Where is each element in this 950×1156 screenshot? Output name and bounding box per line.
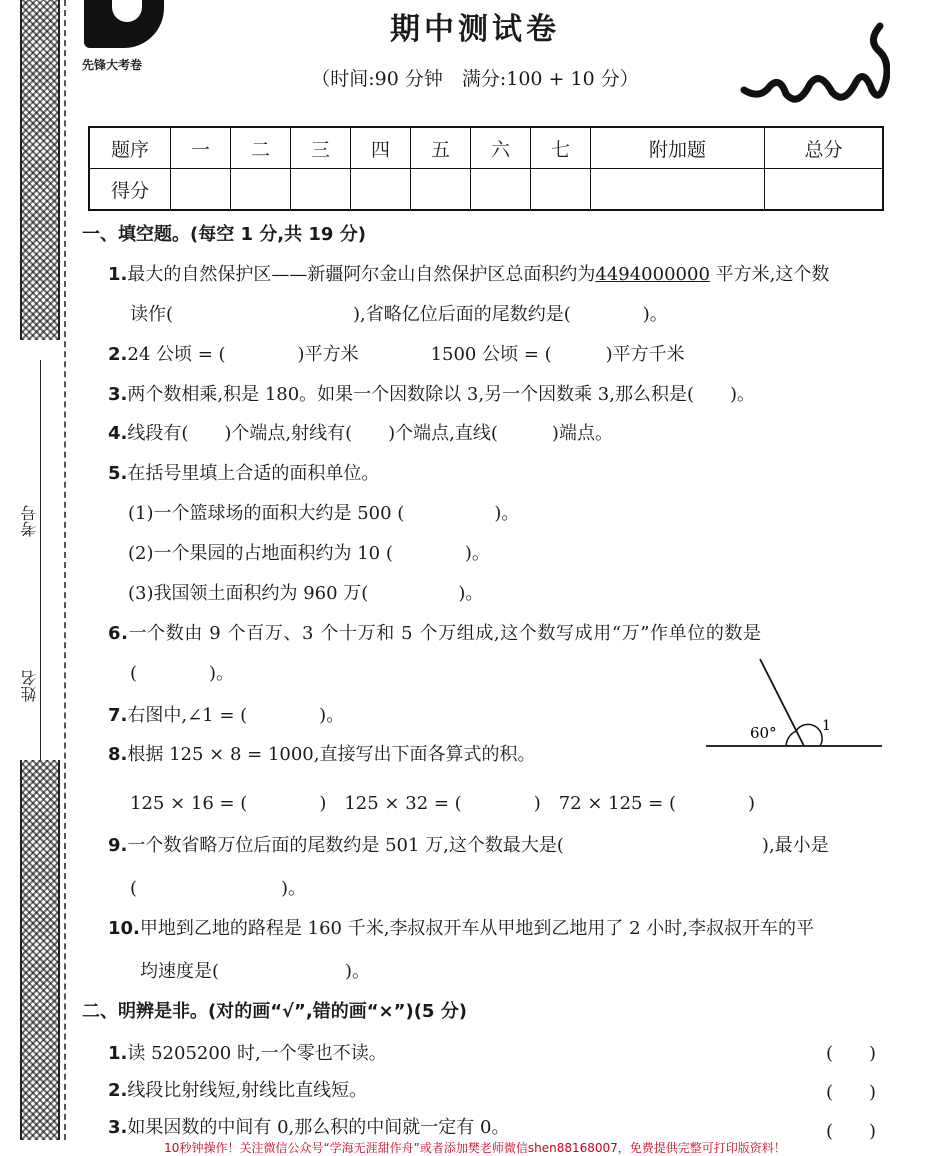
score-blank[interactable] <box>231 169 291 211</box>
judge-item-1 <box>108 1039 387 1065</box>
score-cell: 四 <box>351 127 411 169</box>
score-cell: 五 <box>411 127 471 169</box>
question-text: 线段比射线短,射线比直线短。 <box>127 1080 368 1101</box>
underlined-number: 4494000000 <box>595 264 710 285</box>
score-table-score-row <box>89 169 883 211</box>
question-1-cont: 读作( ),省略亿位后面的尾数约是( )。 <box>130 304 668 325</box>
question-text: 甲地到乙地的路程是 160 千米,李叔叔开车从甲地到乙地用了 2 小时,李叔叔开车的平 <box>139 918 815 939</box>
question-8 <box>108 740 536 766</box>
score-cell: 二 <box>231 127 291 169</box>
question-text: 在括号里填上合适的面积单位。 <box>127 463 380 484</box>
question-4 <box>108 419 613 445</box>
judge-answer-bracket[interactable]: ( ) <box>826 1082 877 1103</box>
question-number: 6. <box>108 623 129 644</box>
section-1-title: 一、填空题。(每空 1 分,共 19 分) <box>82 224 366 245</box>
question-9 <box>108 831 829 857</box>
question-6-cont: ( )。 <box>130 663 235 684</box>
question-text: 24 公顷 = ( )平方米 1500 公顷 = ( )平方千米 <box>127 344 685 365</box>
question-6 <box>108 619 762 645</box>
question-number: 2. <box>108 344 128 365</box>
exam-info: （时间:90 分钟 满分:100 + 10 分） <box>311 68 639 90</box>
score-blank[interactable] <box>764 169 883 211</box>
score-blank[interactable] <box>411 169 471 211</box>
score-blank[interactable] <box>291 169 351 211</box>
angle-arc-60 <box>786 731 796 746</box>
question-text: 两个数相乘,积是 180。如果一个因数除以 3,另一个因数乘 3,那么积是( )。 <box>127 384 756 405</box>
question-number: 1. <box>108 1043 128 1064</box>
question-8-line: 125 × 16 = ( ) 125 × 32 = ( ) 72 × 125 = ( ) <box>130 793 756 814</box>
angle-arc-1 <box>796 724 822 746</box>
question-number: 7. <box>108 705 128 726</box>
question-text: 读 5205200 时,一个零也不读。 <box>127 1043 387 1064</box>
score-cell: 三 <box>291 127 351 169</box>
calligraphy-decoration-icon <box>740 20 890 110</box>
score-blank[interactable] <box>351 169 411 211</box>
question-text: 如果因数的中间有 0,那么积的中间就一定有 0。 <box>127 1117 510 1138</box>
question-5-3: (3)我国领土面积约为 960 万( )。 <box>128 583 484 604</box>
question-text: 右图中,∠1 = ( )。 <box>127 705 345 726</box>
judge-item-2 <box>108 1076 367 1102</box>
score-row-label: 得分 <box>89 169 171 211</box>
exam-number-label: 考号 <box>20 505 39 537</box>
judge-item-3 <box>108 1113 509 1139</box>
score-table <box>88 126 884 211</box>
question-text: 一个数由 9 个百万、3 个十万和 5 个万组成,这个数写成用“万”作单位的数是 <box>128 623 762 644</box>
question-text: 最大的自然保护区——新疆阿尔金山自然保护区总面积约为 <box>127 264 596 285</box>
score-cell: 六 <box>471 127 531 169</box>
question-5-2: (2)一个果园的占地面积约为 10 ( )。 <box>128 543 490 564</box>
question-text: 平方米,这个数 <box>709 264 830 285</box>
name-label: 姓名 <box>20 670 39 702</box>
question-number: 5. <box>108 463 128 484</box>
question-number: 8. <box>108 744 128 765</box>
question-2 <box>108 340 685 366</box>
promo-footer: 10秒钟操作！关注微信公众号“学海无涯甜作舟”或者添加樊老师微信shen88168007，免费提供完整可打印版资料！ <box>164 1141 786 1155</box>
question-number: 1. <box>108 264 128 285</box>
question-text: 一个数省略万位后面的尾数约是 501 万,这个数最大是( ),最小是 <box>127 835 829 856</box>
score-cell: 题序 <box>89 127 171 169</box>
question-10 <box>108 914 814 940</box>
question-10-cont: 均速度是( )。 <box>140 961 371 982</box>
binding-strip-top <box>20 0 60 340</box>
binding-strip-bottom <box>20 760 60 1140</box>
question-number: 9. <box>108 835 128 856</box>
judge-answer-bracket[interactable]: ( ) <box>826 1043 877 1064</box>
score-blank[interactable] <box>171 169 231 211</box>
question-number: 3. <box>108 384 128 405</box>
score-cell: 附加题 <box>591 127 765 169</box>
angle-60-label: 60° <box>750 724 777 742</box>
question-5 <box>108 459 379 485</box>
score-cell: 七 <box>531 127 591 169</box>
question-number: 2. <box>108 1080 128 1101</box>
cut-line <box>64 0 66 1140</box>
question-5-1: (1)一个篮球场的面积大约是 500 ( )。 <box>128 503 520 524</box>
question-3 <box>108 380 755 406</box>
angle-figure <box>700 655 890 755</box>
question-7 <box>108 701 344 727</box>
section-2-title: 二、明辨是非。(对的画“√”,错的画“×”)(5 分) <box>82 1001 467 1022</box>
score-blank[interactable] <box>591 169 765 211</box>
question-1 <box>108 260 829 286</box>
question-number: 10. <box>108 918 140 939</box>
score-blank[interactable] <box>471 169 531 211</box>
page-title: 期中测试卷 <box>390 12 560 47</box>
angle-1-label: 1 <box>822 718 831 734</box>
question-text: 根据 125 × 8 = 1000,直接写出下面各算式的积。 <box>127 744 536 765</box>
judge-answer-bracket[interactable]: ( ) <box>826 1121 877 1142</box>
question-number: 4. <box>108 423 128 444</box>
question-text: 线段有( )个端点,射线有( )个端点,直线( )端点。 <box>127 423 613 444</box>
score-blank[interactable] <box>531 169 591 211</box>
question-9-cont: ( )。 <box>130 878 307 899</box>
question-number: 3. <box>108 1117 128 1138</box>
score-cell: 一 <box>171 127 231 169</box>
brand-name: 先锋大考卷 <box>82 58 143 72</box>
score-cell: 总分 <box>764 127 883 169</box>
score-table-header-row <box>89 127 883 169</box>
